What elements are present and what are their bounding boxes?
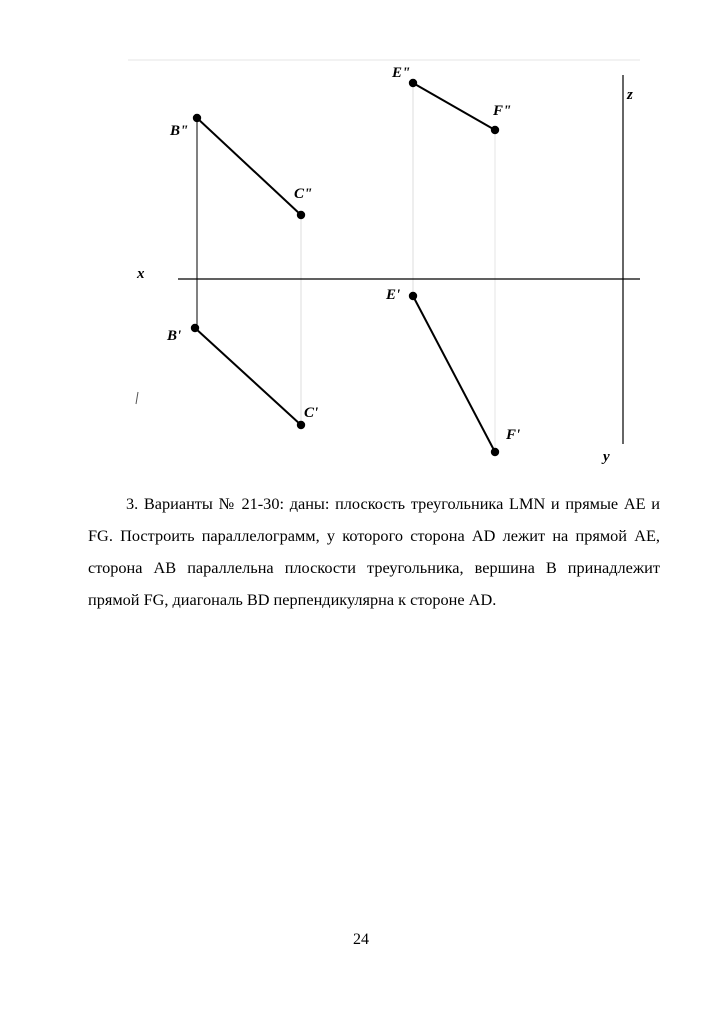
label-b-frontal: B" xyxy=(170,123,189,139)
point-b-frontal xyxy=(193,114,201,122)
point-c-horizontal xyxy=(297,421,305,429)
segment-b2-c2 xyxy=(197,118,301,215)
z-axis-label: z xyxy=(627,87,633,103)
segment-b1-c1 xyxy=(195,328,301,425)
stray-mark xyxy=(136,392,138,404)
label-c-horizontal: C' xyxy=(304,405,319,421)
point-e-horizontal xyxy=(409,292,417,300)
segment-e1-f1 xyxy=(413,296,495,452)
x-axis-label: x xyxy=(137,266,145,282)
label-b-horizontal: B' xyxy=(167,328,182,344)
point-f-horizontal xyxy=(491,448,499,456)
point-b-horizontal xyxy=(191,324,199,332)
label-e-frontal: E" xyxy=(392,65,411,81)
task-statement: 3. Варианты № 21-30: даны: плоскость треугольника LMN и прямые AE и FG. Построить параллелограмм, у которого сторона AD лежит на прямой AE, сторона AB параллельна плоскости треугольника, вершина B принадлежит прямой FG, диагональ BD перпендикулярна к стороне AD. xyxy=(88,494,660,609)
label-c-frontal: C" xyxy=(294,186,313,202)
point-f-frontal xyxy=(491,126,499,134)
label-f-horizontal: F' xyxy=(506,427,521,443)
point-c-frontal xyxy=(297,211,305,219)
y-axis-label: y xyxy=(603,449,610,465)
projection-drawing xyxy=(0,0,722,480)
label-e-horizontal: E' xyxy=(386,287,401,303)
label-f-frontal: F" xyxy=(493,103,512,119)
page-number: 24 xyxy=(353,931,369,948)
segment-e2-f2 xyxy=(413,83,495,130)
